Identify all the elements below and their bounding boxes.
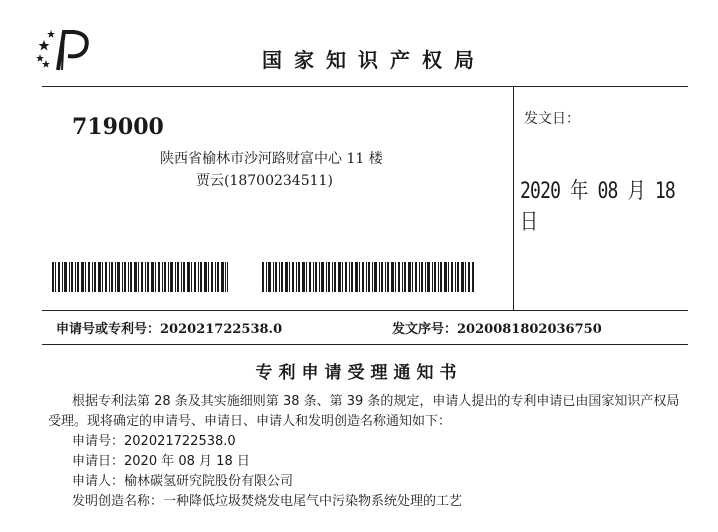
- cnipa-logo-icon: [34, 26, 98, 74]
- application-number-label: 申请号或专利号：: [56, 322, 161, 337]
- recipient-address: 陕西省榆林市沙河路财富中心 11 楼: [160, 151, 383, 167]
- barcode-right: [262, 262, 474, 292]
- divider: [42, 310, 688, 311]
- field-label: 发明创造名称：: [72, 494, 164, 509]
- field-label: 申请号：: [72, 434, 125, 449]
- issue-date: 2020 年 08 月 18 日: [520, 179, 675, 235]
- paragraph-line: 受理。现将确定的申请号、申请日、申请人和发明创造名称通知如下：: [48, 414, 452, 429]
- issue-date-label: 发文日：: [524, 111, 580, 127]
- serial-number-label: 发文序号：: [392, 322, 458, 337]
- field-value: 一种降低垃圾焚烧发电尾气中污染物系统处理的工艺: [163, 494, 463, 509]
- divider: [42, 86, 688, 87]
- field-applicant: [72, 470, 293, 489]
- field-application-number: [72, 430, 236, 449]
- field-label: 申请人：: [72, 474, 125, 489]
- field-application-date: [72, 450, 250, 469]
- paragraph-line: 根据专利法第 28 条及其实施细则第 38 条、第 39 条的规定，申请人提出的专利申请已由国家知识产权局: [72, 394, 680, 409]
- serial-number: 2020081802036750: [457, 322, 602, 337]
- application-number-row: [56, 318, 282, 337]
- field-invention-title: [72, 490, 462, 509]
- application-number: 202021722538.0: [160, 322, 283, 337]
- field-label: 申请日：: [72, 454, 125, 469]
- postal-code: 719000: [72, 114, 164, 140]
- field-value: 榆林碳氢研究院股份有限公司: [124, 474, 294, 489]
- notice-title: 专利申请受理通知书: [255, 363, 463, 383]
- divider: [42, 344, 688, 345]
- recipient-name: 贾云(18700234511): [196, 173, 333, 189]
- serial-number-row: [392, 318, 602, 337]
- barcode-left: [52, 262, 228, 292]
- divider: [513, 86, 514, 310]
- field-value: 202021722538.0: [124, 434, 236, 449]
- agency-name: 国家知识产权局: [262, 48, 486, 72]
- field-value: 2020 年 08 月 18 日: [124, 454, 250, 469]
